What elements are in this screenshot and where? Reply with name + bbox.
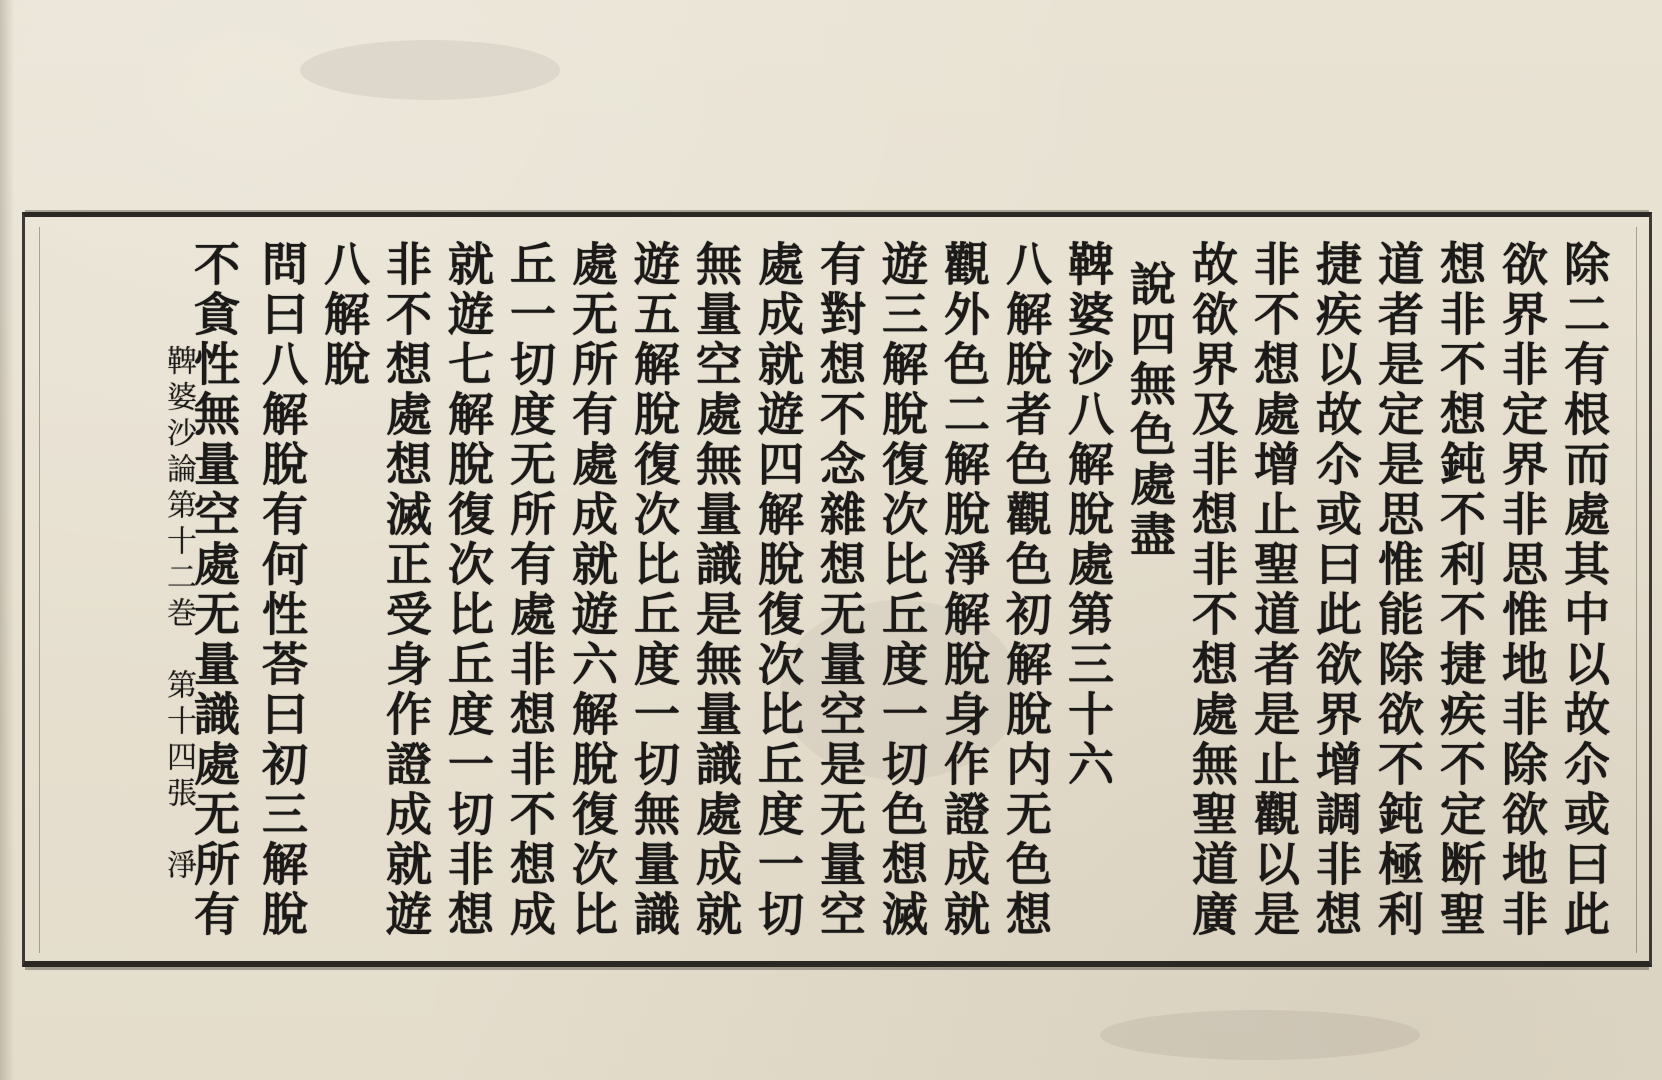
- text-column-8: 說四無色處盡: [1123, 260, 1177, 560]
- margin-colophon: 鞞婆沙論第十二巻 第十四張 淨: [161, 345, 196, 885]
- text-column-6: 非不想處增止聖道者是止觀以是: [1247, 240, 1301, 940]
- paper-stain: [300, 40, 560, 100]
- text-column-13: 有對想不念雜想无量空是无量空: [813, 240, 867, 940]
- text-column-5: 捷疾以故尒或曰此欲界增調非想: [1309, 240, 1363, 940]
- text-column-3: 想非不想鈍不利不捷疾不定断聖: [1433, 240, 1487, 940]
- text-column-19: 就遊七解脫復次比丘度一切非想: [441, 240, 495, 940]
- text-column-16: 遊五解脫復次比丘度一切無量識: [627, 240, 681, 940]
- text-column-10: 八解脫者色觀色初解脫内无色想: [999, 240, 1053, 940]
- text-column-20: 非不想處想滅正受身作證成就遊: [379, 240, 433, 940]
- chapter-heading: 鞞婆沙八解脫處第三十六: [1061, 240, 1115, 790]
- page-fold-shadow: [0, 0, 14, 1080]
- text-column-1: 除二有根而處其中以故尒或曰此: [1557, 240, 1611, 940]
- text-column-15: 無量空處無量識是無量識處成就: [689, 240, 743, 940]
- text-column-4: 道者是定是思惟能除欲不鈍極利: [1371, 240, 1425, 940]
- text-column-23: 不貪性無量空處无量識處无所有: [187, 240, 241, 940]
- paper-stain: [1100, 1010, 1420, 1060]
- text-column-21: 八解脫: [317, 240, 371, 390]
- text-column-18: 丘一切度无所有處非想非不想成: [503, 240, 557, 940]
- text-column-22: 問曰八解脫有何性荅曰初三解脫: [255, 240, 309, 940]
- text-column-11: 觀外色二解脫淨解脫身作證成就: [937, 240, 991, 940]
- text-column-17: 處无所有處成就遊六解脫復次比: [565, 240, 619, 940]
- text-column-14: 處成就遊四解脫復次比丘度一切: [751, 240, 805, 940]
- text-column-7: 故欲界及非想非不想處無聖道廣: [1185, 240, 1239, 940]
- text-column-2: 欲界非定界非思惟地非除欲地非: [1495, 240, 1549, 940]
- text-column-12: 遊三解脫復次比丘度一切色想滅: [875, 240, 929, 940]
